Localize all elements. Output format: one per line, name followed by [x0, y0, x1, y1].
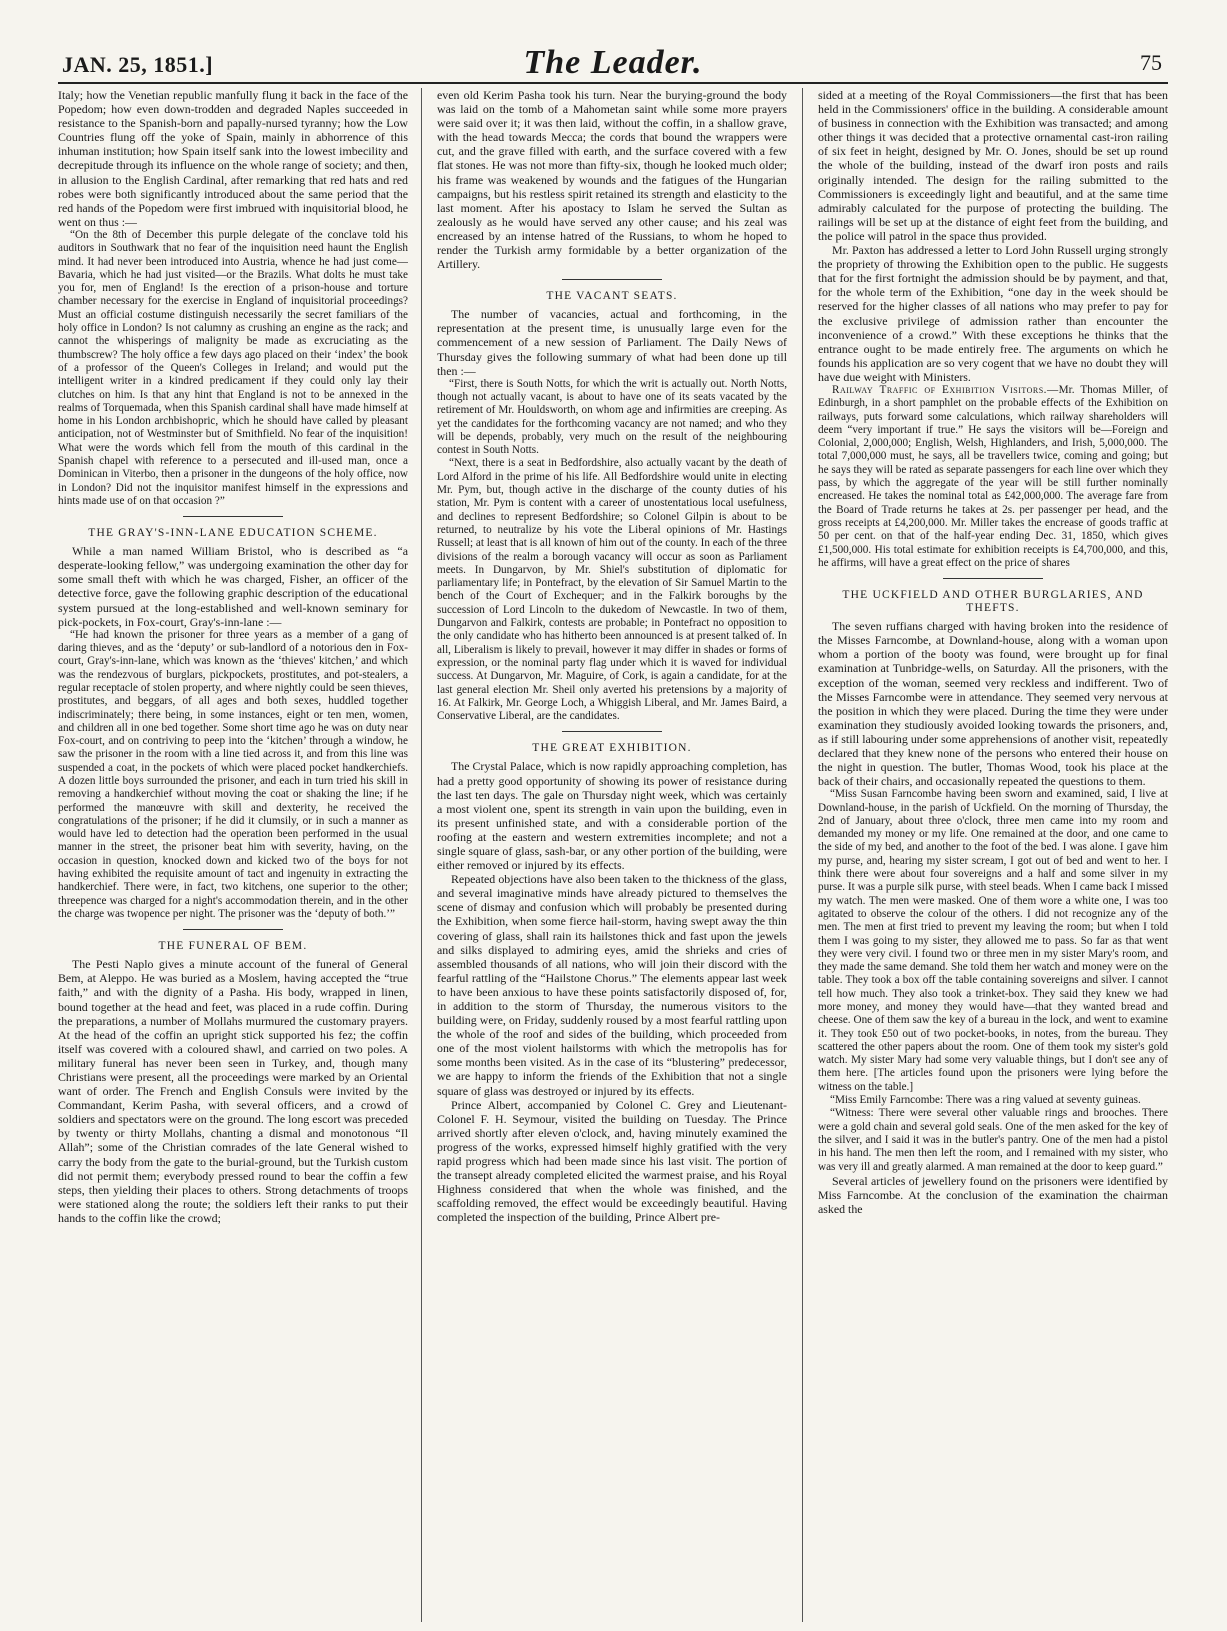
article-paragraph: The number of vacancies, actual and forthcoming, in the representation at the present time, is unusually large even for the commencement of a new session of Parliament. The Daily News of Thursday gives the following summary of what had been done up till then :—	[437, 307, 787, 378]
article-paragraph: Several articles of jewellery found on the prisoners were identified by Miss Farncombe. At the conclusion of the examination the chairman asked the	[818, 1173, 1168, 1217]
paragraph-lead: Railway Traffic of Exhibition Visitors.—	[832, 383, 1059, 396]
article-quote: “Witness: There were several other valuable rings and brooches. There were a gold chain and several gold seals. One of the men asked for the key of the silver, and I said it was in the butler's pantry. One of the men had a pistol in his hand. The men then left the room, and I remained with my sister, who was very ill and greatly alarmed. A man remained at the door to keep guard.”	[818, 1107, 1168, 1173]
article-quote: “On the 8th of December this purple delegate of the conclave told his auditors in Southwark that no fear of the inquisition need haunt the English mind. It had never been introduced into Austria, whence he had just come—Bavaria, which he had just visited—or the Brazils. What dolts he must take you for, men of England! Is the erection of a prison-house and torture chamber necessary for the exercise in England of inquisitorial proceedings? Must an official costume distinguish necessarily the secret familiars of the holy office in London? Is not calumny as crushing an engine as the rack; and cannot the whisperings of malignity be made as excruciating as the thumbscrew? The holy office a few days ago placed on their ‘index’ the book of a professor of the Queen's Colleges in Ireland; and would put the intelligent writer in a kindred predicament if they could only lay their clutches on him. Is that any hint that England is not to be annexed in the realms of Torquemada, when this Spanish cardinal shall have made himself at home in his London archbishopric, which he should have called by pleasant anticipation, not of Westminster but of Smithfield. No fear of the inquisition! What were the words which fell from the mouth of this cardinal in the Spanish chapel with reference to a persecuted and ill-used man, once a Dominican in Viterbo, then a prisoner in the dungeons of the holy office, now in London? Did not the inquisitor manifest himself in the expressions and hints made use of on that occasion ?”	[58, 228, 408, 507]
column-divider	[421, 88, 422, 1622]
masthead	[58, 44, 1168, 81]
article-paragraph: Prince Albert, accompanied by Colonel C. Grey and Lieutenant-Colonel F. H. Seymour, visited the building on Tuesday. The Prince arrived shortly after eleven o'clock, and, having minutely examined the progress of the works, expressed himself highly gratified with the very rapid progress which had been made since his last visit. The portion of the transept already completed elicited the warmest praise, and his Royal Highness considered that when the whole was finished, and the scaffolding removed, the effect would be exceedingly beautiful. Having completed the inspection of the building, Prince Albert pre-	[437, 1097, 787, 1225]
section-heading: THE GRAY'S-INN-LANE EDUCATION SCHEME.	[88, 527, 378, 540]
article-quote: “Miss Susan Farncombe having been sworn and examined, said, I live at Downland-house, in the parish of Uckfield. On the morning of Thursday, the 2nd of January, about three o'clock, three men came into my room and demanded my money or my life. One remained at the door, and one came to the side of my bed, and another to the foot of the bed. I was alone. I gave him my purse, and, hearing my sister scream, I got out of bed and went to her. I think there were about four sovereigns and a half and some silver in my purse. It was a purple silk purse, with steel beads. When I came back I missed my watch. The men were masked. One of them wore a white one, I was too agitated to observe the colour of the others. I did not recognize any of the men. The men at first tried to prevent my leaving the room; but when I told them I was going to my sister, they allowed me to pass. So far as that went they were very civil. I found two or three men in my sister Mary's room, and they made the same demand. She told them her watch and money were on the table. They took a box off the table containing sovereigns and silver. I cannot tell how much. They also took a trinket-box. They said they knew we had more money, and money they would have—that they wanted bread and cheese. One of them saw the key of a bureau in the lock, and went to examine it. They took £50 out of two pocket-books, in notes, from the bureau. They scattered the other papers about the room. One of them took my sister's gold watch. My sister Mary had some very valuable things, but I don't see any of them here. [The articles found upon the prisoners were lying before the witness on the table.]	[818, 788, 1168, 1093]
header-rule	[58, 82, 1168, 84]
section-heading: THE VACANT SEATS.	[546, 290, 678, 303]
article-paragraph: The Pesti Naplo gives a minute account of the funeral of General Bem, at Aleppo. He was buried as a Moslem, having accepted the “true faith,” and with the dignity of a Pasha. His body, wrapped in linen, bound together at the head and feet, was placed in a rude coffin. During the preparations, a number of Mollahs murmured the customary prayers. At the head of the coffin an upright stick supported his fez; the coffin itself was covered with a coloured shawl, and carried on two poles. A military funeral has never been seen in Turkey, and, though many Christians were present, all the proceedings were marked by an Oriental want of order. The French and English Consuls were invited by the Commandant, Kerim Pasha, with several officers, and a crowd of soldiers and spectators were on the ground. The long escort was preceded by twenty or thirty Mollahs, chanting a dismal and monotonous “Il Allah”; some of the Christian comrades of the late General wished to carry the body from the gate to the burial-ground, but the Turkish custom did not permit them; everybody pressed round to bear the coffin a few steps, then yielding their places to others. Strong detachments of troops were stationed along the route; the soldiers left their ranks to put their hands to the coffin like the crowd;	[58, 957, 408, 1225]
article-paragraph: Italy; how the Venetian republic manfully flung it back in the face of the Popedom; how even down-trodden and degraded Naples succeeded in resistance to the Spanish-born and papally-nursed tyranny; how the Low Countries flung off the yoke of Spain, mainly in abhorrence of this inhuman institution; how Spain itself sank into the lowest imbecility and decrepitude through its influence on the whole range of society; and then, in allusion to the English Cardinal, after remarking that red hats and red robes were both significantly introduced about the same period that the red hands of the Popedom were first imbrued with inquisitorial blood, he went on thus :—	[58, 88, 408, 229]
article-paragraph: sided at a meeting of the Royal Commissioners—the first that has been held in the Commissioners' office in the building. A considerable amount of business in connection with the Exhibition was transacted; and among other things it was decided that a protective ornamental cast-iron railing of six feet in height, designed by Mr. O. Jones, should be set up round the whole of the building, instead of the dwarf iron posts and rails originally intended. The design for the railing submitted to the Commissioners is exceedingly light and beautiful, and at the same time admirably calculated for the purpose of protecting the building. The railings will be set up at the distance of eight feet from the building, and the police will patrol in the space thus provided.	[818, 88, 1168, 243]
issue-date: JAN. 25, 1851.]	[62, 52, 214, 77]
section-rule	[183, 516, 283, 517]
section-rule	[562, 279, 662, 280]
section-rule	[562, 731, 662, 732]
article-paragraph: Mr. Paxton has addressed a letter to Lord John Russell urging strongly the propriety of throwing the Exhibition open to the public. He suggests that for the first fortnight the admission should be by payment, and that, for the whole term of the Exhibition, “one day in the week should be reserved for the higher classes of all nations who may prefer to pay for the exclusive privilege of admission rather than encounter the inconvenience of a crowd.” With these exceptions he thinks that the entrance ought to be made entirely free. The arguments on which he founds his application are so very cogent that we have no doubt they will have due weight with Ministers.	[818, 243, 1168, 384]
article-quote: “First, there is South Notts, for which the writ is actually out. North Notts, though not actually vacant, is about to have one of its seats vacated by the retirement of Mr. Houldsworth, on whom age and infirmities are creeping. As yet the candidates for the forthcoming vacancy are not named; and who they will be depends, probably, very much on the result of the neighbouring contest in South Notts.	[437, 377, 787, 457]
paragraph-body: Mr. Thomas Miller, of Edinburgh, in a short pamphlet on the probable effects of the Exhibition on railways, puts forward some calculations, which railway shareholders will deem “very important if true.” He says the visitors will be—Foreign and Colonial, 2,000,000; English, Welsh, Highlanders, and Irish, 5,000,000. The total 7,000,000 must, he says, all be travellers twice, coming and going; but he says they will be rated as separate passengers for each line over which they pass, by which the aggregate of the year will be still further nominally encreased. He takes the nominal total as £42,000,000. The average fare from the Board of Trade returns he takes at 2s. per passenger per head, and the gross receipts at £4,200,000. Mr. Miller takes the encrease of goods traffic at 50 per cent. on that of the half-year ending Dec. 31, 1850, which gives £1,500,000. His total estimate for exhibition receipts is £4,700,000, and this, he affirms, will have a great effect on the price of shares	[818, 383, 1168, 569]
article-quote: “Next, there is a seat in Bedfordshire, also actually vacant by the death of Lord Alford in the prime of his life. All Bedfordshire would unite in electing Mr. Pym, but, though active in the discharge of the county duties of his station, Mr. Pym is content with a career of unostentatious local usefulness, and declines to represent Bedfordshire; so Colonel Gilpin is about to be returned, to neutralize by his vote the Liberal opinions of Mr. Hastings Russell; at least that is all known of him out of the county. In each of the three divisions of the realm a borough vacancy will occur as soon as Parliament meets. In Dungarvon, by Mr. Shiel's substitution of diplomatic for parliamentary life; in Pontefract, by the elevation of Sir Samuel Martin to the bench of the Court of Exchequer; and in the Falkirk boroughs by the succession of Lord Lincoln to the dukedom of Newcastle. In two of them, Dungarvon and Falkirk, contests are probable; in Pontefract no opposition to the only candidate who has hitherto been announced is at present talked of. In all, Liberalism is likely to prevail, however it may differ in shades or forms of expression, or the nominal party flag under which it is waved for individual success. At Dungarvon, Mr. Maguire, of Cork, is again a candidate, for at the last general election Mr. Sheil only averted his pretensions by a majority of 16. At Falkirk, Mr. George Loch, a Whiggish Liberal, and Mr. James Baird, a Conservative Liberal, are the candidates.	[437, 457, 787, 723]
article-paragraph: even old Kerim Pasha took his turn. Near the burying-ground the body was laid on the tomb of a Mahometan saint while some more prayers were said over it; it was then laid, without the coffin, in a shallow grave, with the head towards Mecca; the cords that bound the wrappers were cut, and the grave filled with earth, and the surface covered with a few flat stones. He was not more than fifty-six, though he looked much older; his frame was weakened by wounds and the fatigues of the Hungarian campaigns, but his restless spirit retained its strength and elasticity to the last moment. After his apostacy to Islam he served the Sultan as zealously as he would have served any other cause; and his zeal was encreased by an intense hatred of the Russians, to whom he hoped to render the Turkish army formidable by a better organization of the Artillery.	[437, 88, 787, 272]
section-heading: THE UCKFIELD AND OTHER BURGLARIES, AND THEFTS.	[842, 589, 1144, 615]
column-3	[818, 88, 1168, 1622]
article-quote: “Miss Emily Farncombe: There was a ring valued at seventy guineas.	[830, 1094, 1141, 1107]
article-quote: “He had known the prisoner for three years as a member of a gang of daring thieves, and as the ‘deputy’ or sub-landlord of a notorious den in Fox-court, Gray's-inn-lane, which was known as the ‘thieves' kitchen,’ and which was the rendezvous of burglars, pickpockets, prostitutes, and pot-stealers, a regular receptacle of stolen property, and where nightly could be seen thieves, prostitutes, and beggars, of all ages and both sexes, huddled together indiscriminately; there being, in some instances, eight or ten men, women, and children all in one bed together. Some short time ago he was on duty near Fox-court, and on contriving to peep into the ‘kitchen’ through a window, he saw the prisoner in the room with a line tied across it, and from this line was suspended a coat, in the pockets of which were placed pocket handkerchiefs. A dozen little boys surrounded the prisoner, and each in turn tried his skill in removing a handkerchief without moving the coat or shaking the line; if he performed the manœuvre with skill and dexterity, he received the congratulations of the prisoner; if he did it clumsily, or in such a manner as would have led to detection had the operation been performed in the usual manner in the street, the prisoner beat him with severity, having, on the occasion in question, knocked down and kicked two of the boys for not having exhibited the requisite amount of tact and ingenuity in extracting the handkerchief. There were, in fact, two kitchens, one superior to the other; threepence was charged for a night's accommodation therein, and in the other the charge was twopence per night. The prisoner was the ‘deputy of both.’”	[58, 628, 408, 920]
article-paragraph: Repeated objections have also been taken to the thickness of the glass, and several imaginative minds have already pictured to themselves the scene of dismay and confusion which will probably be presented during the Exhibition, when some fierce hail-storm, having swept away the thin covering of glass, shall rain its hailstones thick and fast upon the jewels and silks displayed to admiring eyes, amid the shrieks and cries of assembled thousands of all nations, who will join their discord with the fearful rattling of the “Hailstone Chorus.” The elements appear last week to have been anxious to have these points satisfactorily disposed of, for, in addition to the storm of Thursday, the numerous visitors to the building were, on Friday, suddenly roused by a most fearful rattling upon the whole of the roof and sides of the building, which proceeded from one of the most violent hailstorms with which the metropolis has for some months been visited. As in the case of its “blustering” predecessor, we are happy to inform the friends of the Exhibition that not a single square of glass was destroyed or injured by its effects.	[437, 872, 787, 1098]
column-divider	[802, 88, 803, 1622]
section-heading: THE FUNERAL OF BEM.	[158, 940, 308, 953]
section-heading: THE GREAT EXHIBITION.	[532, 742, 692, 755]
article-paragraph	[818, 384, 1168, 570]
column-2	[437, 88, 787, 1622]
article-paragraph: The seven ruffians charged with having broken into the residence of the Misses Farncombe, at Downland-house, along with a woman upon whom a portion of the booty was found, were brought up for final examination at Tunbridge-wells, on Saturday. All the prisoners, with the exception of the woman, seemed very reckless and indifferent. Two of the Misses Farncombe were in attendance. They seemed very nervous at the position in which they were placed. During the time they were under examination they studiously avoided looking towards the prisoners, and, as if still labouring under some apprehensions of another visit, repeatedly declared that they knew none of the persons who entered their house on the night in question. The butler, Thomas Wood, took his place at the back of their chairs, and occasionally repeated the questions to them.	[818, 619, 1168, 789]
section-rule	[183, 929, 283, 930]
column-1	[58, 88, 408, 1622]
section-rule	[943, 578, 1043, 579]
article-paragraph: While a man named William Bristol, who is described as “a desperate-looking fellow,” was undergoing examination the other day for some small theft with which he was charged, Fisher, an officer of the detective force, gave the following graphic description of the educational system pursued at the long-established and well-known seminary for pick-pockets, in Fox-court, Gray's-inn-lane :—	[58, 544, 408, 629]
page-number: 75	[1140, 50, 1162, 75]
newspaper-title: The Leader.	[523, 44, 703, 81]
article-paragraph: The Crystal Palace, which is now rapidly approaching completion, has had a pretty good opportunity of showing its power of resistance during the last ten days. The gale on Thursday night week, which was certainly a most violent one, spent its strength in vain upon the building, even in its present unfinished state, and with a considerable portion of the roofing at the eastern and western extremities incomplete; and not a single square of glass, sash-bar, or any other portion of the building, were either removed or injured by its effects.	[437, 759, 787, 873]
